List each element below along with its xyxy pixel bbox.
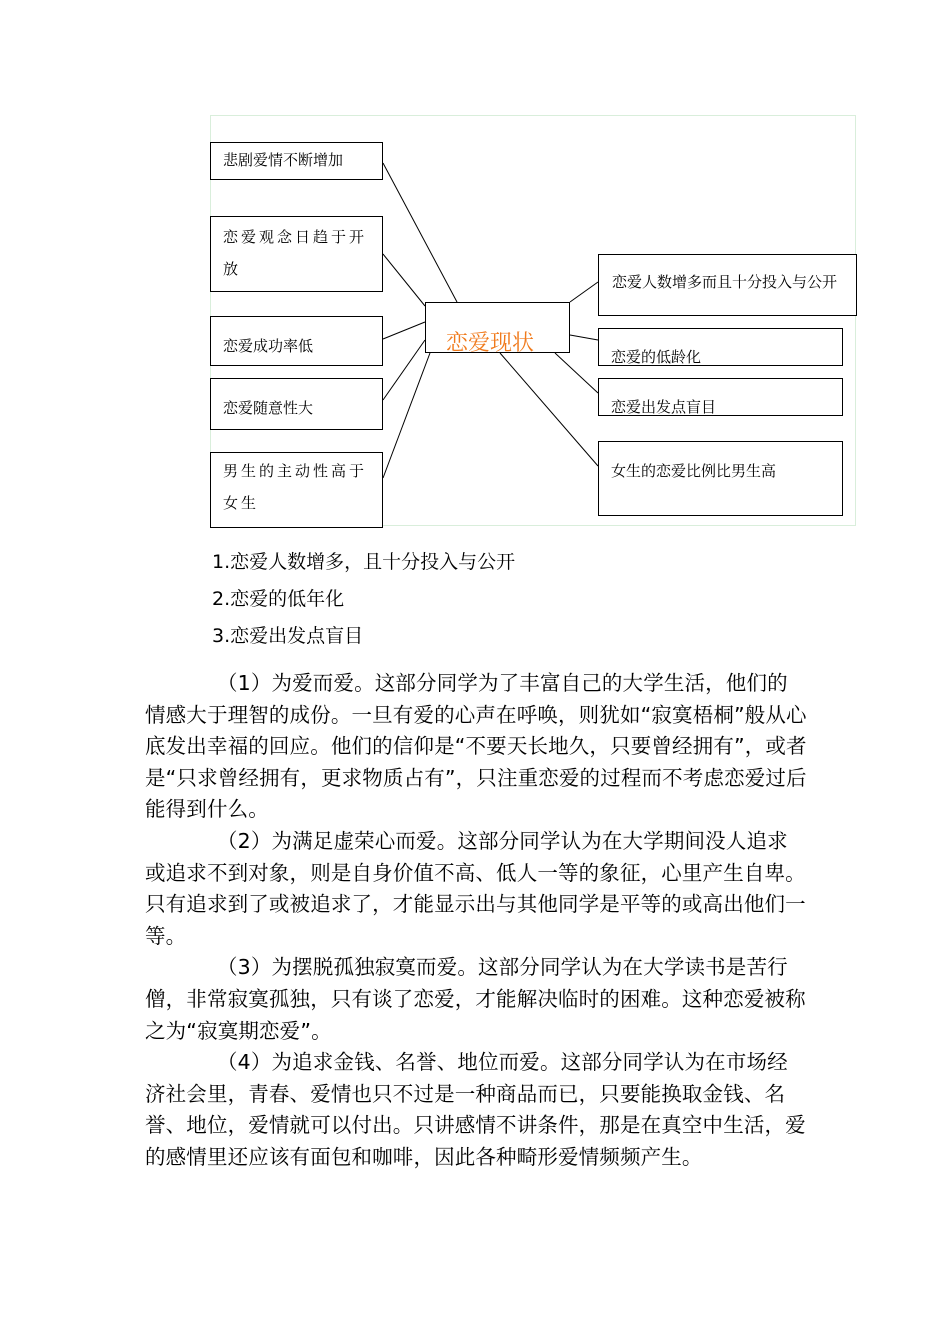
paragraph: （3）为摆脱孤独寂寞而爱。这部分同学认为在大学读书是苦行僧，非常寂寞孤独，只有谈了恋爱，才能解决临时的困难。这种恋爱被称之为“寂寞期恋爱”。: [145, 955, 806, 1043]
diagram-node-left-2: [210, 216, 383, 292]
paragraph: （1）为爱而爱。这部分同学为了丰富自己的大学生活，他们的情感大于理智的成份。一旦有爱的心声在呼唤，则犹如“寂寞梧桐”般从心底发出幸福的回应。他们的信仰是“不要天长地久，只要曾经拥有”，或者是“只求曾经拥有，更求物质占有”，只注重恋爱的过程而不考虑恋爱过后能得到什么。: [145, 671, 807, 822]
node-label: 恋爱成功率低: [223, 337, 314, 355]
node-label: 男生的主动性高于女生: [223, 462, 368, 512]
diagram-node-left-4: [210, 378, 383, 430]
node-label: 恋爱随意性大: [223, 399, 314, 417]
node-label: 恋爱人数增多而且十分投入与公开: [612, 273, 838, 291]
body-text: [145, 668, 807, 1174]
diagram-node-right-3: [598, 378, 843, 416]
diagram-node-left-5: [210, 452, 383, 528]
node-label: 恋爱观念日趋于开放: [223, 228, 368, 278]
diagram-node-left-3: [210, 316, 383, 366]
node-label: 恋爱出发点盲目: [611, 398, 717, 416]
node-label: 女生的恋爱比例比男生高: [611, 462, 777, 480]
paragraph: （4）为追求金钱、名誉、地位而爱。这部分同学认为在市场经济社会里，青春、爱情也只不过是一种商品而已，只要能换取金钱、名誉、地位，爱情就可以付出。只讲感情不讲条件，那是在真空中生活，爱的感情里还应该有面包和咖啡，因此各种畸形爱情频频产生。: [145, 1050, 806, 1169]
paragraph: （2）为满足虚荣心而爱。这部分同学认为在大学期间没人追求或追求不到对象，则是自身价值不高、低人一等的象征，心里产生自卑。只有追求到了或被追求了，才能显示出与其他同学是平等的或高出他们一等。: [145, 828, 806, 948]
list-item: 3.恋爱出发点盲目: [212, 625, 364, 647]
diagram-node-right-1: [598, 254, 857, 316]
list-item: 1.恋爱人数增多，且十分投入与公开: [212, 551, 516, 573]
node-label: 悲剧爱情不断增加: [223, 151, 344, 169]
center-node-label: 恋爱现状: [446, 331, 535, 356]
diagram-node-right-4: [598, 441, 843, 516]
diagram-node-left-1: [210, 142, 383, 180]
list-item: 2.恋爱的低年化: [212, 588, 345, 610]
node-label: 恋爱的低龄化: [611, 348, 702, 366]
diagram-node-right-2: [598, 328, 843, 366]
